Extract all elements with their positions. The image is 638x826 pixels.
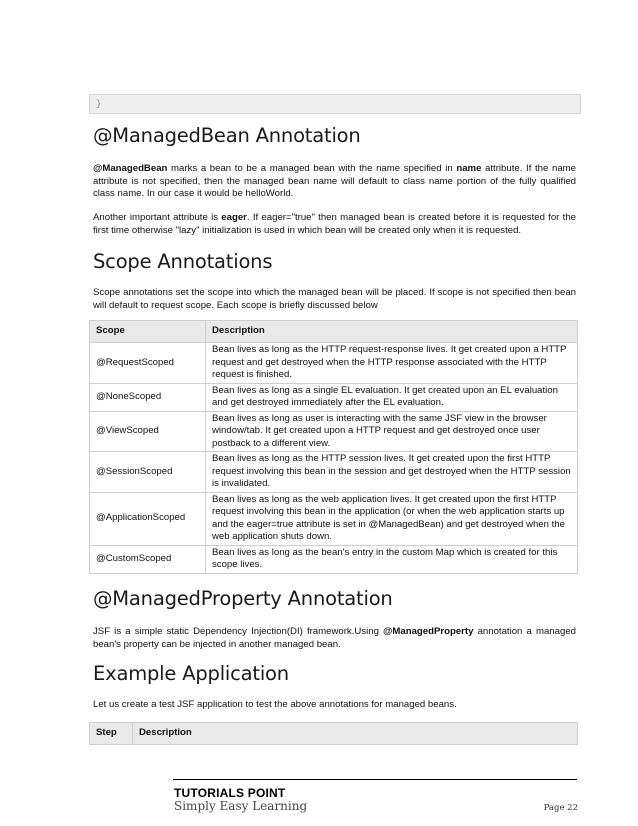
step-column-header: Step xyxy=(90,723,133,745)
scope-name-cell: @CustomScoped xyxy=(90,545,206,573)
example-steps-table xyxy=(89,722,578,745)
scope-description-cell: Bean lives as long as the HTTP session lives. It get created upon the first HTTP request involving this bean in the session and get destroyed when the HTTP session is invalidated. xyxy=(206,452,578,493)
scope-description-cell: Bean lives as long as the bean's entry in the custom Map which is created for this scope lives. xyxy=(206,545,578,573)
eager-keyword: eager xyxy=(221,212,247,223)
scope-heading: Scope Annotations xyxy=(93,250,273,273)
scope-name-cell: @SessionScoped xyxy=(90,452,206,493)
managedbean-heading: @ManagedBean Annotation xyxy=(93,124,361,147)
table-row xyxy=(90,545,578,573)
table-row xyxy=(90,492,578,545)
table-row xyxy=(90,343,578,384)
scope-name-cell: @ViewScoped xyxy=(90,411,206,452)
managedproperty-text-a: JSF is a simple static Dependency Injection(DI) framework.Using xyxy=(93,626,384,637)
managedbean-paragraph-2 xyxy=(93,212,576,237)
scope-column-header: Scope xyxy=(90,321,206,343)
managedproperty-heading: @ManagedProperty Annotation xyxy=(93,587,393,610)
code-snippet-text: } xyxy=(96,99,102,109)
scope-description-cell: Bean lives as long as user is interacting with the same JSF view in the browser window/tab. It get created upon a HTTP request and get destroyed once user postback to a different view. xyxy=(206,411,578,452)
managedbean-keyword: @ManagedBean xyxy=(93,163,168,174)
eager-text-b: . If eager="true" then managed bean is created before it is requested for the first time otherwise "lazy" initialization is used in which bean will be created only when it is requested. xyxy=(93,212,576,236)
eager-text-a: Another important attribute is xyxy=(93,212,222,223)
scope-intro: Scope annotations set the scope into which the managed bean will be placed. If scope is not specified then bean will default to request scope. Each scope is briefly discussed below xyxy=(93,287,576,311)
page-number: Page 22 xyxy=(543,803,578,813)
scope-table-header-row xyxy=(90,321,578,343)
code-snippet-box xyxy=(89,94,581,114)
scope-description-cell: Bean lives as long as the web application lives. It get created upon the first HTTP request involving this bean in the application (or when the web application starts up and the eager=true attribute is set in @ManagedBean) and get destroyed when the web application shuts down. xyxy=(206,492,578,545)
scope-description-cell: Bean lives as long as a single EL evaluation. It get created upon an EL evaluation and get destroyed immediately after the EL evaluation. xyxy=(206,383,578,411)
scope-name-cell: @NoneScoped xyxy=(90,383,206,411)
table-row xyxy=(90,452,578,493)
table-row xyxy=(90,411,578,452)
scope-name-cell: @RequestScoped xyxy=(90,343,206,384)
footer-tagline: Simply Easy Learning xyxy=(174,799,308,813)
managedproperty-paragraph xyxy=(93,626,576,651)
description-column-header: Description xyxy=(206,321,578,343)
managedbean-text-b: attribute. If the name attribute is not specified, then the managed bean name will default to class name portion of the fully qualified class name. In our case it would be helloWorld. xyxy=(93,163,576,199)
managedbean-text-a: marks a bean to be a managed bean with the name specified in xyxy=(167,163,457,174)
managedproperty-keyword: @ManagedProperty xyxy=(383,626,474,637)
name-keyword: name xyxy=(456,163,482,174)
scope-description-cell: Bean lives as long as the HTTP request-response lives. It get created upon a HTTP request and get destroyed when the HTTP response associated with the HTTP request is finished. xyxy=(206,343,578,384)
table-row xyxy=(90,383,578,411)
example-heading: Example Application xyxy=(93,662,289,685)
step-description-column-header: Description xyxy=(133,723,578,745)
footer-brand: TUTORIALS POINT xyxy=(174,786,286,800)
example-intro: Let us create a test JSF application to test the above annotations for managed beans. xyxy=(93,699,457,710)
steps-table-header-row xyxy=(90,723,578,745)
scope-table xyxy=(89,320,578,574)
managedproperty-text-b: annotation a managed bean's property can be injected in another managed bean. xyxy=(93,626,576,650)
managedbean-paragraph-1 xyxy=(93,163,576,201)
scope-name-cell: @ApplicationScoped xyxy=(90,492,206,545)
footer-divider xyxy=(173,779,577,780)
